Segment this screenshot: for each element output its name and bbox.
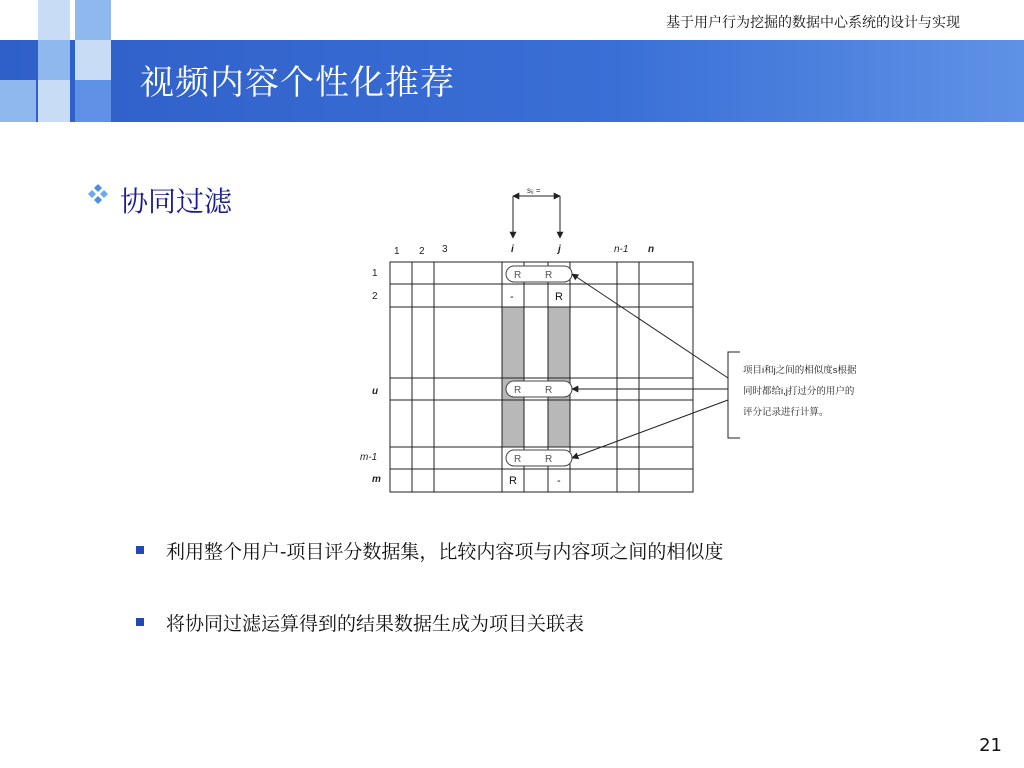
section-heading: 协同过滤 <box>120 185 233 218</box>
cell-R: R <box>514 454 522 465</box>
deco-square <box>38 80 70 122</box>
col-label: n <box>648 244 655 255</box>
cell-R: R <box>514 270 522 281</box>
diamond-cluster-icon <box>86 182 110 206</box>
col-label: 2 <box>419 246 425 257</box>
deco-square <box>38 40 70 80</box>
bullet-marker <box>136 618 144 626</box>
deco-square <box>0 80 36 122</box>
callout-text: 项目i和j之间的相似度s根据 <box>743 365 857 376</box>
bullet-text: 利用整个用户-项目评分数据集，比较内容项与内容项之间的相似度 <box>166 541 724 563</box>
cell-R: R <box>514 385 522 396</box>
bullet-text: 将协同过滤运算得到的结果数据生成为项目关联表 <box>166 613 585 635</box>
cell-dash: - <box>510 291 514 303</box>
cell-R: R <box>545 454 553 465</box>
row-label: 2 <box>372 291 378 302</box>
cell-R: R <box>509 475 517 487</box>
cell-R: R <box>545 385 553 396</box>
col-label: n-1 <box>614 244 629 255</box>
deco-square <box>75 40 111 80</box>
row-label: m-1 <box>360 452 378 463</box>
col-label: j <box>558 244 561 255</box>
col-label: 1 <box>394 246 400 257</box>
col-label: 3 <box>442 244 448 255</box>
callout-text: 同时都给i,j打过分的用户的 <box>743 386 855 397</box>
row-label: 1 <box>372 268 378 279</box>
row-label: m <box>372 474 381 485</box>
cell-dash: - <box>557 475 561 487</box>
deco-square <box>75 80 111 122</box>
cell-R: R <box>545 270 553 281</box>
cell-R: R <box>555 291 563 303</box>
slide-title: 视频内容个性化推荐 <box>140 63 455 103</box>
page-number: 21 <box>979 735 1002 756</box>
item-similarity-matrix-figure <box>350 182 910 494</box>
similarity-formula: sᵢⱼ = <box>527 186 541 195</box>
col-label: i <box>511 244 514 255</box>
row-label: u <box>372 386 379 397</box>
bullet-marker <box>136 546 144 554</box>
callout-text: 评分记录进行计算。 <box>743 407 829 418</box>
document-title: 基于用户行为挖掘的数据中心系统的设计与实现 <box>666 15 960 31</box>
